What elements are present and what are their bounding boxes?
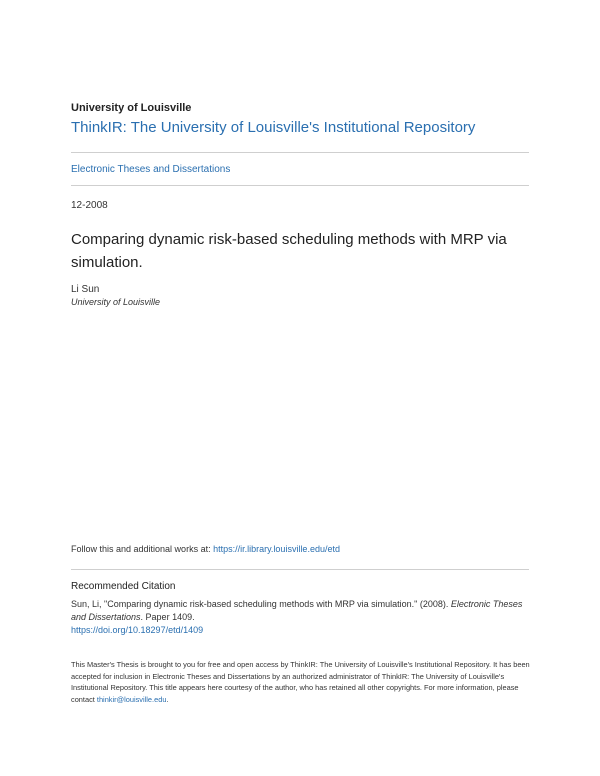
follow-link[interactable]: https://ir.library.louisville.edu/etd	[213, 544, 340, 554]
notice-end: .	[166, 694, 169, 704]
divider-citation	[71, 569, 529, 570]
follow-line	[71, 544, 340, 554]
access-notice	[71, 659, 531, 705]
citation-heading: Recommended Citation	[71, 581, 176, 592]
citation-block	[71, 598, 531, 637]
doi-link[interactable]: https://doi.org/10.18297/etd/1409	[71, 625, 204, 635]
document-title: Comparing dynamic risk-based scheduling methods with MRP via simulation.	[71, 231, 507, 271]
collection-link[interactable]: Electronic Theses and Dissertations	[71, 164, 231, 175]
publication-date: 12-2008	[71, 200, 108, 211]
author-name: Li Sun	[71, 284, 100, 295]
repository-link[interactable]: ThinkIR: The University of Louisville's Institutional Repository	[71, 119, 476, 136]
author-affiliation: University of Louisville	[71, 297, 161, 307]
follow-text: Follow this and additional works at:	[71, 544, 214, 554]
institution-name: University of Louisville	[71, 102, 192, 114]
contact-email-link[interactable]: thinkir@louisville.edu	[96, 694, 167, 704]
divider-top	[71, 152, 529, 153]
citation-journal: Electronic Theses and Dissertations	[71, 599, 523, 622]
citation-suffix: . Paper 1409.	[140, 612, 195, 622]
divider-bottom	[71, 185, 529, 186]
notice-text: This Master's Thesis is brought to you for free and open access by ThinkIR: The University of Louisville's Institutional Repository. It has been accepted for inclusion in Electronic Theses and Dissertations by an authorized administrator of ThinkIR: The University of Louisville's Institutional Repository. This title appears here courtesy of the author, who has retained all other copyrights. For more information, please contact	[71, 660, 530, 704]
citation-text: Sun, Li, "Comparing dynamic risk-based scheduling methods with MRP via simulation." (2008).	[71, 599, 451, 609]
